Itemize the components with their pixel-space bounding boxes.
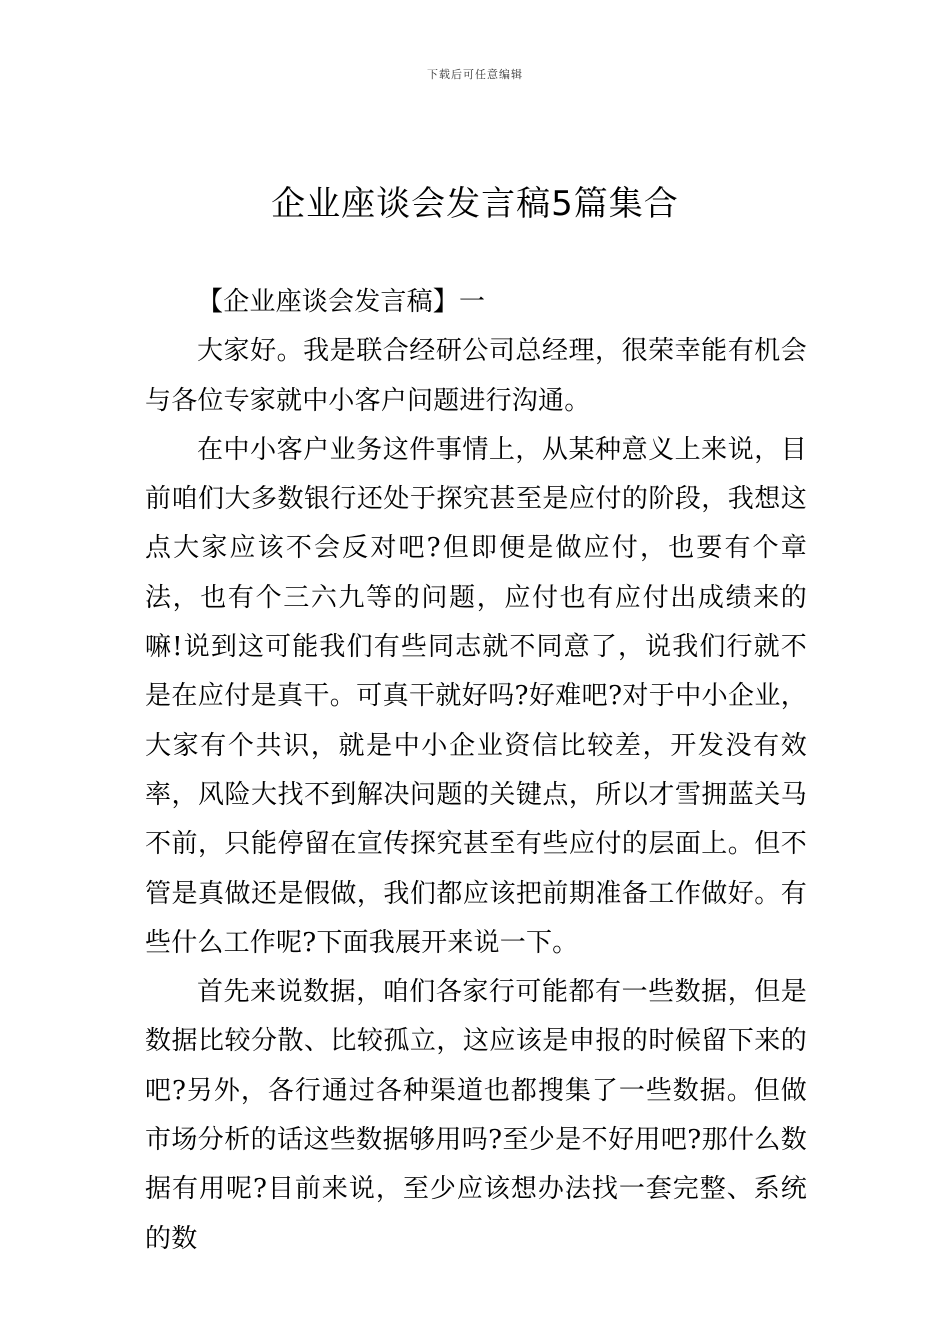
document-title: 企业座谈会发言稿5篇集合 bbox=[271, 184, 679, 224]
paragraph-3: 首先来说数据，咱们各家行可能都有一些数据，但是数据比较分散、比较孤立，这应该是申报的时候留下来的吧?另外，各行通过各种渠道也都搜集了一些数据。但做市场分析的话这些数据够用吗?至少是不好用吧?那什么数据有用呢?目前来说，至少应该想办法找一套完整、系统的数 bbox=[145, 977, 807, 1254]
document-body bbox=[145, 278, 807, 1264]
section-heading: 【企业座谈会发言稿】一 bbox=[197, 287, 486, 317]
paragraph-2: 在中小客户业务这件事情上，从某种意义上来说，目前咱们大多数银行还处于探究甚至是应付的阶段，我想这点大家应该不会反对吧?但即便是做应付，也要有个章法，也有个三六九等的问题，应付也有应付出成绩来的嘛!说到这可能我们有些同志就不同意了，说我们行就不是在应付是真干。可真干就好吗?好难吧?对于中小企业，大家有个共识，就是中小企业资信比较差，开发没有效率，风险大找不到解决问题的关键点，所以才雪拥蓝关马不前，只能停留在宣传探究甚至有些应付的层面上。但不管是真做还是假做，我们都应该把前期准备工作做好。有些什么工作呢?下面我展开来说一下。 bbox=[145, 434, 807, 958]
header-note: 下载后可任意编辑 bbox=[427, 68, 523, 81]
paragraph-1: 大家好。我是联合经研公司总经理，很荣幸能有机会与各位专家就中小客户问题进行沟通。 bbox=[145, 336, 807, 416]
